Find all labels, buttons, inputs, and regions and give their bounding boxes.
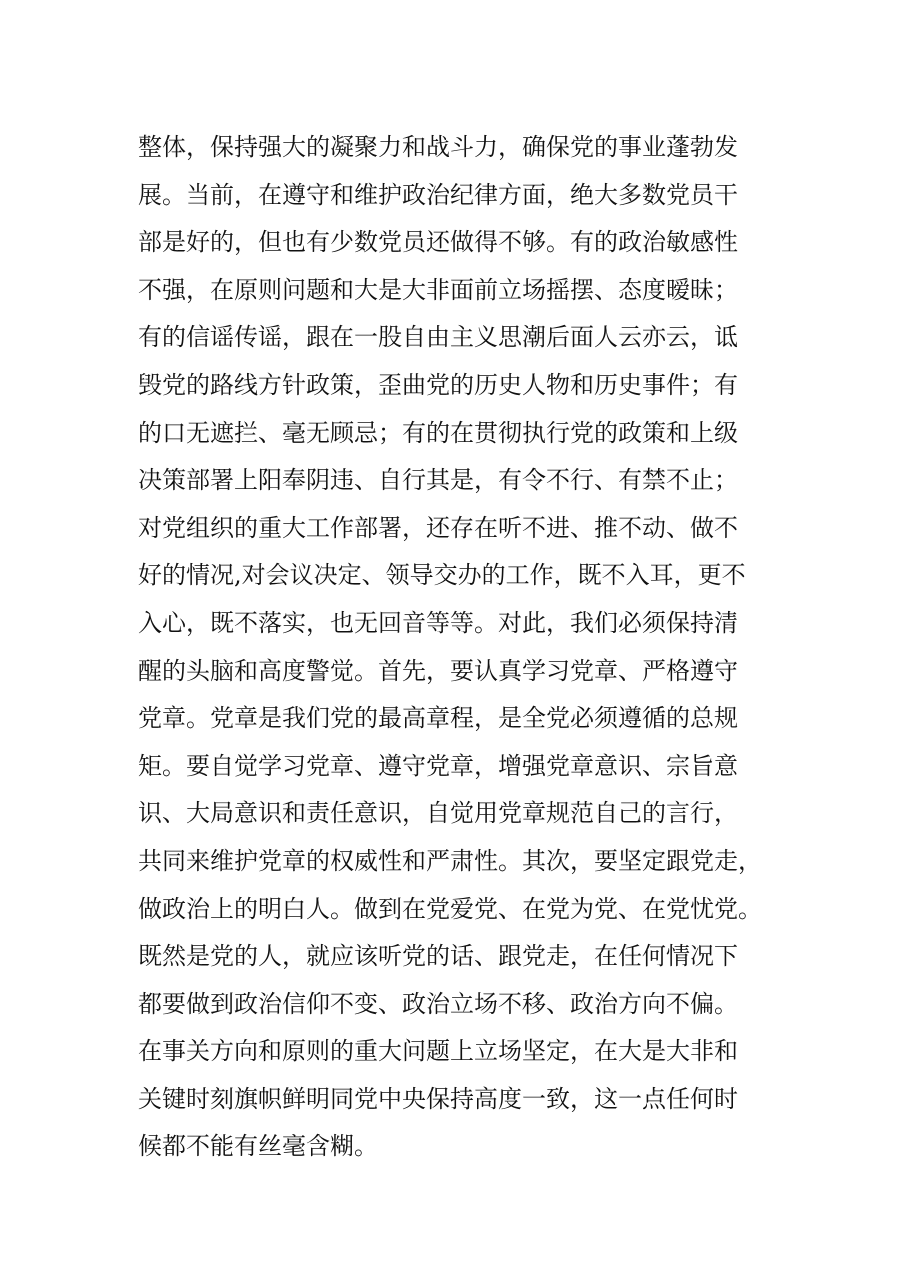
text-line: 候都不能有丝毫含糊。 xyxy=(138,1132,378,1161)
text-line: 既然是党的人，就应该听党的话、跟党走，在任何情况下 xyxy=(138,942,738,971)
text-line: 矩。要自觉学习党章、遵守党章，增强党章意识、宗旨意 xyxy=(138,751,738,780)
text-line: 展。当前，在遵守和维护政治纪律方面，绝大多数党员干 xyxy=(138,180,738,209)
text-line: 的口无遮拦、毫无顾忌；有的在贯彻执行党的政策和上级 xyxy=(138,418,738,447)
text-line: 毁党的路线方针政策，歪曲党的历史人物和历史事件；有 xyxy=(138,370,738,399)
text-line: 共同来维护党章的权威性和严肃性。其次，要坚定跟党走， xyxy=(138,846,762,875)
text-line: 对党组织的重大工作部署，还存在听不进、推不动、做不 xyxy=(138,513,738,542)
text-line: 做政治上的明白人。做到在党爱党、在党为党、在党忧党。 xyxy=(138,894,762,923)
text-line: 都要做到政治信仰不变、政治立场不移、政治方向不偏。 xyxy=(138,989,738,1018)
text-line: 部是好的，但也有少数党员还做得不够。有的政治敏感性 xyxy=(138,228,738,257)
text-line: 不强，在原则问题和大是大非面前立场摇摆、态度暧昧； xyxy=(138,275,738,304)
text-line: 好的情况,对会议决定、领导交办的工作，既不入耳，更不 xyxy=(138,561,746,590)
text-line: 醒的头脑和高度警觉。首先，要认真学习党章、严格遵守 xyxy=(138,656,738,685)
text-line: 有的信谣传谣，跟在一股自由主义思潮后面人云亦云，诋 xyxy=(138,323,738,352)
text-line: 党章。党章是我们党的最高章程，是全党必须遵循的总规 xyxy=(138,704,738,733)
text-line: 识、大局意识和责任意识，自觉用党章规范自己的言行， xyxy=(138,799,738,828)
text-line: 入心，既不落实，也无回音等等。对此，我们必须保持清 xyxy=(138,608,738,637)
text-line: 决策部署上阳奉阴违、自行其是，有令不行、有禁不止； xyxy=(138,466,738,495)
text-line: 关键时刻旗帜鲜明同党中央保持高度一致，这一点任何时 xyxy=(138,1084,738,1113)
text-line: 在事关方向和原则的重大问题上立场坚定，在大是大非和 xyxy=(138,1037,738,1066)
body-text xyxy=(138,124,778,1171)
text-line: 整体，保持强大的凝聚力和战斗力，确保党的事业蓬勃发 xyxy=(138,133,738,161)
